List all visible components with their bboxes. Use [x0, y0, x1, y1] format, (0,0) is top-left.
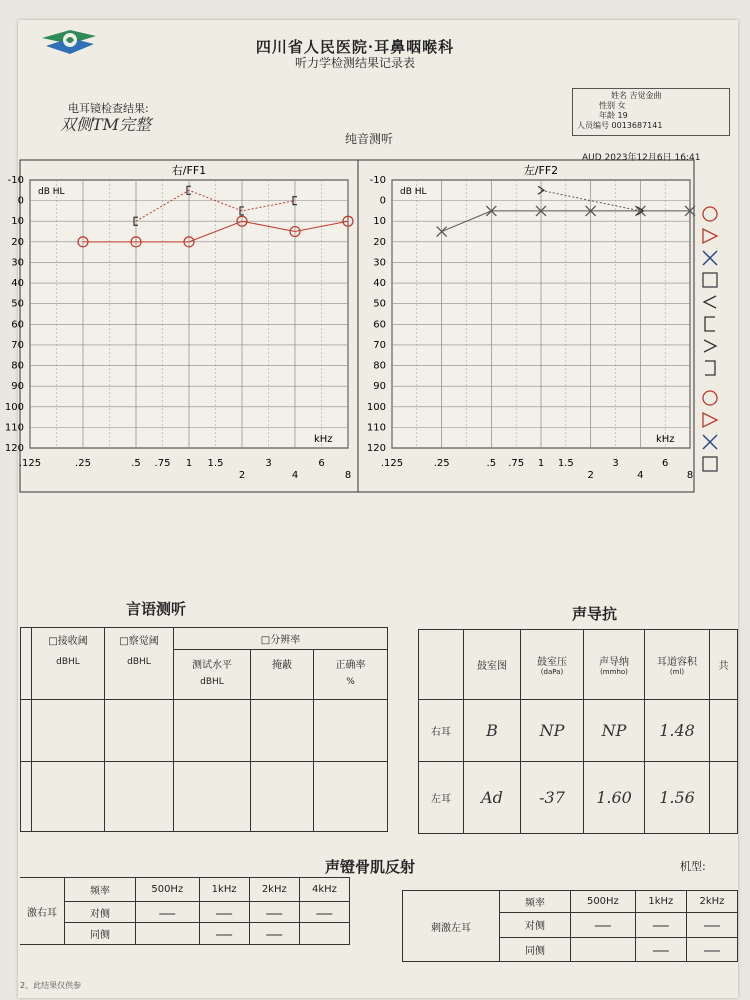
- x-tick-label: 2: [587, 470, 594, 481]
- reflex-dash: ―: [249, 901, 299, 923]
- y-tick-label: 10: [11, 216, 24, 228]
- x-tick-label: .125: [380, 458, 404, 469]
- y-tick-label: 120: [366, 443, 386, 454]
- patient-sex: 性别 女: [599, 101, 626, 110]
- legend-triangle-icon: [703, 413, 717, 427]
- y-tick-label: 100: [4, 401, 24, 413]
- x-tick-label: 8: [686, 470, 694, 481]
- score-header: 正确率: [335, 660, 366, 671]
- patient-id: 人员编号 0013687141: [577, 121, 663, 130]
- audiogram-title: 左/FF2: [523, 164, 559, 177]
- y-tick-label: 30: [373, 257, 386, 269]
- reflex-dash: ―: [686, 913, 737, 937]
- footer-note: 2、此结果仅供参: [20, 981, 82, 990]
- score-unit: %: [346, 677, 355, 687]
- y-tick-label: 80: [373, 360, 386, 372]
- y-tick-label: 80: [11, 360, 24, 372]
- y-tick-label: 110: [366, 422, 386, 434]
- reflex-dash: ―: [571, 913, 636, 937]
- ear-volume-unit: (ml): [669, 668, 685, 676]
- khz-label: kHz: [656, 434, 675, 445]
- legend-lt-icon: [704, 296, 716, 308]
- tymp-cell: Ad: [464, 762, 521, 834]
- speech-table: [20, 627, 388, 832]
- x-tick-label: 3: [612, 458, 619, 469]
- reflex-freq: 1kHz: [635, 891, 686, 913]
- x-tick-label: .25: [433, 458, 450, 469]
- x-tick-label: 1: [537, 458, 545, 469]
- reflex-title: 声镫骨肌反射: [325, 858, 416, 876]
- y-tick-label: 0: [17, 195, 24, 207]
- tymp-cell: 1.60: [584, 762, 645, 834]
- legend-circle-icon: [703, 207, 717, 221]
- tymp-ear-label: 左耳: [419, 762, 464, 834]
- y-tick-label: 10: [373, 216, 386, 228]
- x-tick-label: 2: [238, 470, 246, 481]
- y-tick-label: 20: [373, 236, 386, 248]
- reflex-freq-label: 频率: [500, 891, 571, 913]
- reflex-freq: 500Hz: [136, 878, 200, 902]
- tymp-admittance-unit: (mmho): [600, 668, 628, 676]
- unit-label: dB HL: [400, 187, 427, 197]
- reflex-dash: ―: [136, 901, 200, 923]
- x-tick-label: 6: [661, 458, 669, 469]
- reflex-contra-label: 对侧: [500, 913, 571, 937]
- legend-bracket-icon: [705, 361, 715, 375]
- y-tick-label: 100: [366, 401, 386, 413]
- tymp-pressure-unit: (daPa): [540, 668, 564, 676]
- reflex-ipsi-label: 同侧: [500, 937, 571, 961]
- pure-tone-title: 纯音测听: [345, 132, 394, 146]
- tymp-type-header: 鼓室图: [477, 661, 507, 672]
- audiogram-title: 右/FF1: [171, 164, 207, 177]
- tymp-ear-label: 右耳: [419, 700, 464, 762]
- test-datetime: AUD 2023年12月6日 16:41: [582, 153, 701, 163]
- tymp-cell: 1.56: [645, 762, 710, 834]
- reflex-freq-label: 频率: [65, 878, 136, 902]
- unit-label: dB HL: [38, 187, 65, 197]
- y-tick-label: 120: [4, 443, 24, 454]
- x-tick-label: 4: [637, 470, 644, 481]
- ear-volume-header: 耳道容积: [657, 657, 697, 668]
- y-tick-label: 90: [11, 381, 24, 393]
- reflex-freq: 500Hz: [571, 891, 636, 913]
- legend-cross-icon: [703, 251, 717, 265]
- sdt-unit: dBHL: [127, 657, 151, 667]
- legend-square-icon: [703, 457, 717, 471]
- y-tick-label: 70: [373, 339, 386, 351]
- y-tick-label: 50: [373, 298, 386, 310]
- legend-triangle-icon: [703, 229, 717, 243]
- tymp-row-right: [419, 700, 738, 762]
- reflex-dash: ―: [299, 901, 349, 923]
- otoscopy-label: 电耳镜检查结果:: [68, 102, 149, 115]
- tymp-row-left: [419, 762, 738, 834]
- legend-cross-icon: [703, 435, 717, 449]
- y-tick-label: 0: [379, 195, 386, 207]
- patient-age: 年龄 19: [599, 111, 628, 120]
- x-tick-label: 6: [318, 458, 325, 469]
- reflex-dash: ―: [249, 923, 299, 945]
- wrs-header[interactable]: □分辨率: [174, 628, 388, 650]
- srt-header[interactable]: □接收阈: [48, 636, 88, 647]
- x-tick-label: .125: [18, 458, 42, 469]
- x-tick-label: .75: [508, 458, 525, 469]
- x-tick-label: .5: [131, 458, 141, 469]
- reflex-right-stim: 激右耳: [20, 878, 65, 945]
- reflex-freq: 1kHz: [199, 878, 249, 902]
- reflex-contra-label: 对侧: [65, 901, 136, 923]
- tymp-cell: 1.48: [645, 700, 710, 762]
- reflex-right-table: [20, 877, 350, 945]
- y-tick-label: 90: [373, 381, 386, 393]
- masking-header: 掩蔽: [272, 660, 292, 671]
- sdt-header[interactable]: □察觉阈: [119, 636, 159, 647]
- tymp-pressure-header: 鼓室压: [537, 657, 567, 668]
- legend-bracket-icon: [705, 317, 715, 331]
- patient-name: 姓名 吉觉金曲: [611, 91, 662, 100]
- y-tick-label: 110: [4, 422, 24, 434]
- test-level-header: 测试水平: [192, 660, 232, 671]
- x-tick-label: 4: [291, 470, 299, 481]
- y-tick-label: 50: [11, 298, 24, 310]
- reflex-dash: ―: [635, 937, 686, 961]
- machine-model-label: 机型:: [680, 860, 706, 873]
- reflex-dash: ―: [635, 913, 686, 937]
- x-tick-label: .5: [486, 458, 497, 469]
- x-tick-label: .75: [154, 458, 171, 469]
- tymp-cell: -37: [521, 762, 584, 834]
- y-tick-label: 60: [373, 319, 386, 331]
- y-tick-label: -10: [7, 175, 24, 186]
- speech-title: 言语测听: [126, 600, 187, 618]
- srt-unit: dBHL: [56, 657, 80, 667]
- tymp-title: 声导抗: [572, 605, 618, 623]
- form-title: 听力学检测结果记录表: [294, 56, 415, 70]
- tymp-admittance-header: 声导纳: [599, 657, 629, 668]
- tymp-cell: NP: [521, 700, 584, 762]
- x-tick-label: 1.5: [207, 458, 224, 469]
- tymp-cell: B: [464, 700, 521, 762]
- x-tick-label: 1: [185, 458, 193, 469]
- y-tick-label: 30: [11, 257, 24, 269]
- legend-gt-icon: [704, 340, 716, 352]
- reflex-left-stim: 刺激左耳: [403, 891, 500, 962]
- tymp-table: [418, 629, 738, 834]
- y-tick-label: -10: [369, 175, 386, 186]
- y-tick-label: 40: [11, 278, 24, 290]
- reflex-ipsi-label: 同侧: [65, 923, 136, 945]
- reflex-dash: ―: [199, 923, 249, 945]
- tymp-extra-header: 共: [718, 661, 729, 672]
- y-tick-label: 20: [11, 236, 24, 248]
- reflex-freq: 2kHz: [686, 891, 737, 913]
- reflex-freq: 4kHz: [299, 878, 349, 902]
- x-tick-label: 3: [265, 458, 272, 469]
- reflex-left-table: [402, 890, 738, 962]
- x-tick-label: 8: [344, 470, 352, 481]
- reflex-freq: 2kHz: [249, 878, 299, 902]
- test-level-unit: dBHL: [200, 677, 224, 687]
- y-tick-label: 70: [11, 339, 24, 351]
- legend-square-icon: [703, 273, 717, 287]
- x-tick-label: .25: [75, 458, 91, 469]
- tymp-cell: NP: [584, 700, 645, 762]
- otoscopy-result: 双侧TM完整: [60, 115, 152, 134]
- hospital-name: 四川省人民医院·耳鼻咽喉科: [255, 38, 455, 56]
- reflex-dash: ―: [199, 901, 249, 923]
- y-tick-label: 40: [373, 278, 386, 290]
- x-tick-label: 1.5: [557, 458, 574, 469]
- khz-label: kHz: [314, 434, 333, 445]
- legend-circle-icon: [703, 391, 717, 405]
- y-tick-label: 60: [11, 319, 24, 331]
- reflex-dash: ―: [686, 937, 737, 961]
